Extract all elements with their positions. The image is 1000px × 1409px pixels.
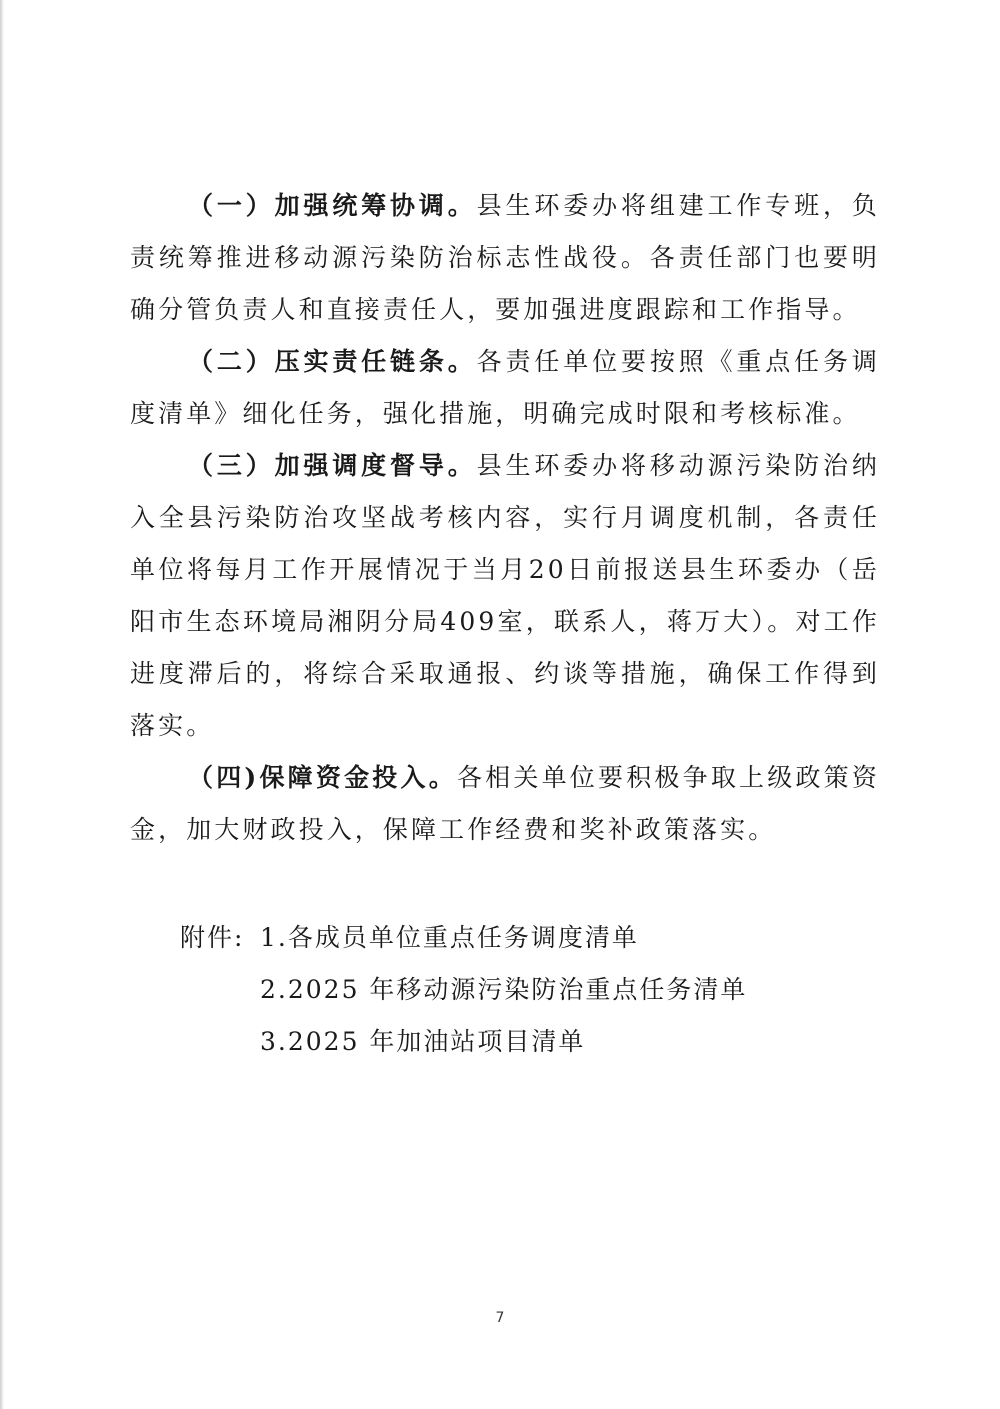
paragraph-coordination bbox=[130, 180, 880, 336]
attachment-item: 1.各成员单位重点任务调度清单 bbox=[260, 923, 639, 952]
document-body bbox=[130, 180, 880, 1068]
attachment-row bbox=[130, 1016, 880, 1068]
attachment-indent bbox=[130, 1016, 260, 1068]
paragraph-heading: （一）加强统筹协调。 bbox=[188, 191, 477, 220]
paragraph-heading: （三）加强调度督导。 bbox=[188, 451, 477, 480]
paragraph-supervision bbox=[130, 440, 880, 752]
paragraph-funding bbox=[130, 752, 880, 856]
attachment-row bbox=[130, 964, 880, 1016]
paragraph-text: 县生环委办将移动源污染防治纳入全县污染防治攻坚战考核内容，实行月调度机制，各责任单位将每月工作开展情况于当月20日前报送县生环委办（岳阳市生态环境局湘阴分局409室，联系人，蒋万大）。对工作进度滞后的，将综合采取通报、约谈等措施，确保工作得到落实。 bbox=[130, 451, 880, 740]
attachment-item: 2.2025 年移动源污染防治重点任务清单 bbox=[260, 975, 748, 1004]
paragraph-text: 各责任单位要按照《重点任务调度清单》细化任务，强化措施，明确完成时限和考核标准。 bbox=[130, 347, 880, 428]
attachment-indent bbox=[130, 964, 260, 1016]
attachments-label: 附件: bbox=[180, 923, 245, 952]
page-edge bbox=[0, 0, 4, 1409]
attachment-row bbox=[130, 912, 880, 964]
paragraph-text: 各相关单位要积极争取上级政策资金，加大财政投入，保障工作经费和奖补政策落实。 bbox=[130, 763, 880, 844]
paragraph-heading: （二）压实责任链条。 bbox=[188, 347, 477, 376]
page-number: 7 bbox=[495, 1310, 505, 1326]
paragraph-responsibility bbox=[130, 336, 880, 440]
attachments-list bbox=[130, 912, 880, 1068]
attachment-item: 3.2025 年加油站项目清单 bbox=[260, 1027, 586, 1056]
paragraph-heading: （四)保障资金投入。 bbox=[188, 763, 457, 792]
paragraph-text: 县生环委办将组建工作专班，负责统筹推进移动源污染防治标志性战役。各责任部门也要明确分管负责人和直接责任人，要加强进度跟踪和工作指导。 bbox=[130, 191, 880, 324]
